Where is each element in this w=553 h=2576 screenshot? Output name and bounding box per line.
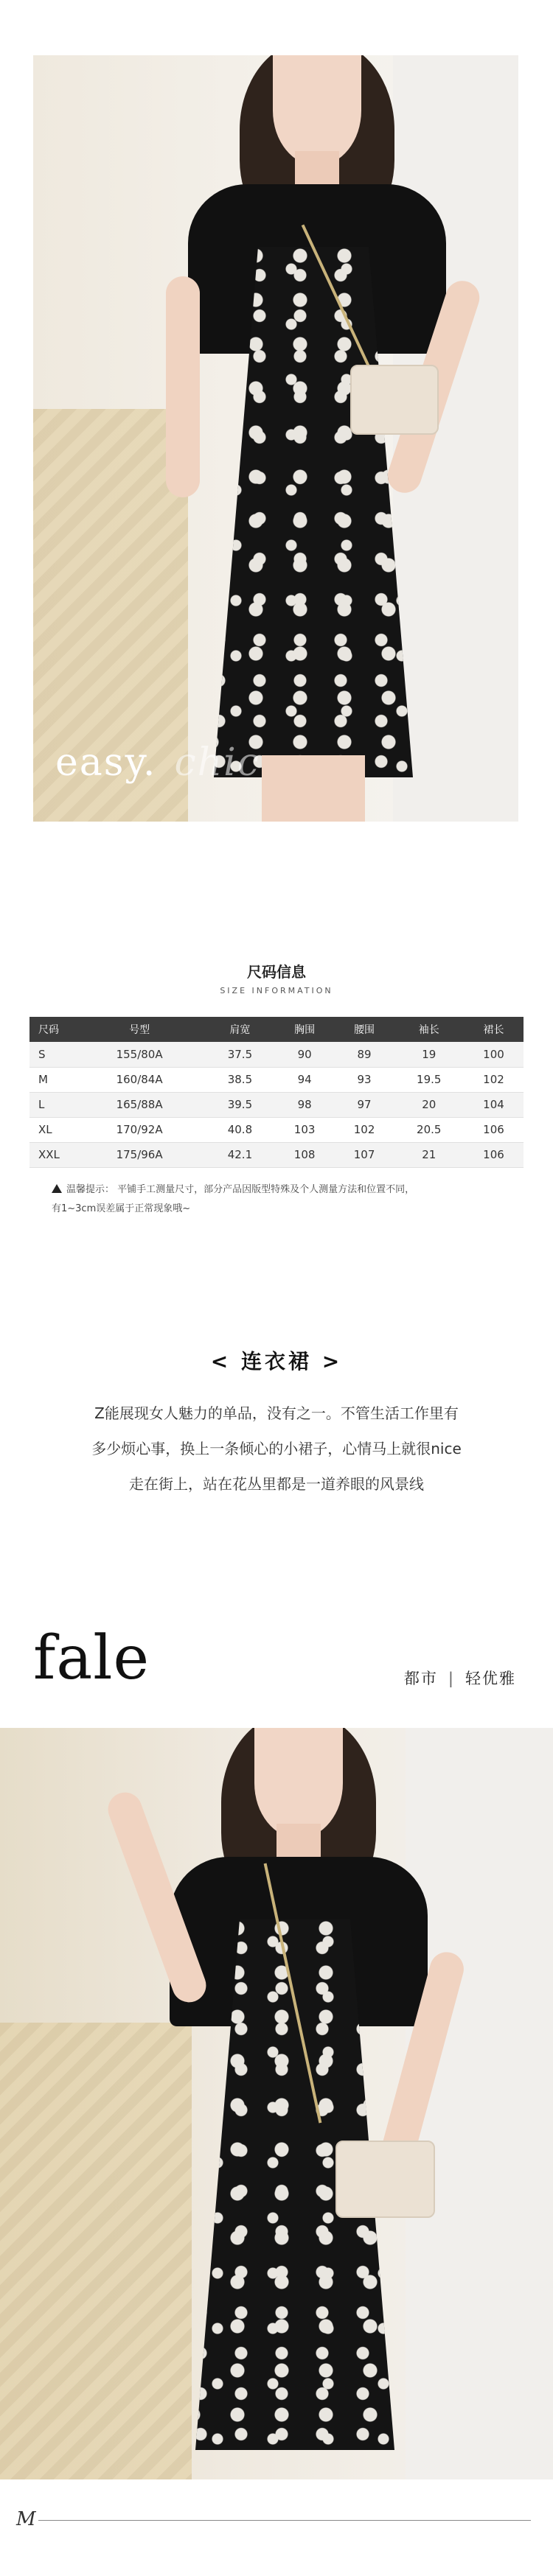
table-cell: 104 (464, 1092, 524, 1117)
table-cell: 98 (275, 1092, 335, 1117)
model-figure (151, 55, 461, 822)
table-cell: 97 (335, 1092, 394, 1117)
tagline-separator: | (448, 1670, 455, 1687)
header-cell: 号型 (74, 1017, 205, 1042)
brand-tagline (404, 1667, 516, 1689)
table-cell: 160/84A (74, 1067, 205, 1092)
footer-logo: M (16, 2508, 36, 2530)
table-row (29, 1142, 524, 1167)
table-cell: 103 (275, 1117, 335, 1142)
size-info-title: 尺码信息 (247, 963, 306, 981)
table-cell: 89 (335, 1042, 394, 1067)
table-cell: XXL (29, 1142, 74, 1167)
header-cell: 肩宽 (205, 1017, 274, 1042)
table-cell: 106 (464, 1142, 524, 1167)
handbag (335, 2141, 435, 2218)
header-cell: 胸围 (275, 1017, 335, 1042)
table-cell: 165/88A (74, 1092, 205, 1117)
table-row (29, 1067, 524, 1092)
table-row (29, 1092, 524, 1117)
tagline-item: 都市 (403, 1670, 438, 1687)
table-cell: 102 (335, 1117, 394, 1142)
warning-icon (52, 1184, 62, 1193)
footer-divider (38, 2520, 531, 2521)
table-cell: 38.5 (205, 1067, 274, 1092)
table-row (29, 1117, 524, 1142)
table-cell: 107 (335, 1142, 394, 1167)
table-cell: 102 (464, 1067, 524, 1092)
table-cell: 21 (394, 1142, 464, 1167)
table-cell: L (29, 1092, 74, 1117)
table-cell: 20.5 (394, 1117, 464, 1142)
model-figure (133, 1728, 442, 2479)
product-photo-1 (33, 55, 518, 822)
table-cell: 40.8 (205, 1117, 274, 1142)
size-table (29, 1017, 524, 1168)
table-cell: 90 (275, 1042, 335, 1067)
photo-overlay-text: easy. chic (55, 741, 260, 785)
header-cell: 尺码 (29, 1017, 74, 1042)
table-cell: XL (29, 1117, 74, 1142)
table-cell: 108 (275, 1142, 335, 1167)
table-cell: S (29, 1042, 74, 1067)
table-cell: 170/92A (74, 1117, 205, 1142)
table-cell: 20 (394, 1092, 464, 1117)
table-cell: 106 (464, 1117, 524, 1142)
brand-logo: fale (33, 1623, 150, 1693)
size-table-header (29, 1017, 524, 1042)
table-row (29, 1042, 524, 1067)
table-cell: 39.5 (205, 1092, 274, 1117)
note-line-2: 有1~3cm误差属于正常现象哦~ (52, 1203, 191, 1214)
table-cell: M (29, 1067, 74, 1092)
table-cell: 175/96A (74, 1142, 205, 1167)
table-cell: 155/80A (74, 1042, 205, 1067)
dress-section-heading: < 连衣裙 > (210, 1349, 343, 1373)
size-info-subtitle: SIZE INFORMATION (220, 986, 333, 995)
header-cell: 袖长 (394, 1017, 464, 1042)
dress-description-line-1: Z能展现女人魅力的单品，没有之一。不管生活工作里有 (94, 1404, 459, 1422)
table-cell: 100 (464, 1042, 524, 1067)
table-cell: 94 (275, 1067, 335, 1092)
dress-description-line-3: 走在街上，站在花丛里都是一道养眼的风景线 (129, 1475, 424, 1493)
table-cell: 37.5 (205, 1042, 274, 1067)
handbag (350, 365, 439, 435)
table-cell: 19 (394, 1042, 464, 1067)
note-line-1: 温馨提示： 平铺手工测量尺寸，部分产品因版型特殊及个人测量方法和位置不同， (66, 1184, 415, 1195)
header-cell: 裙长 (464, 1017, 524, 1042)
dress-description-line-2: 多少烦心事，换上一条倾心的小裙子，心情马上就很nice (91, 1440, 462, 1457)
table-cell: 19.5 (394, 1067, 464, 1092)
header-cell: 腰围 (335, 1017, 394, 1042)
product-photo-2 (0, 1728, 553, 2479)
table-cell: 93 (335, 1067, 394, 1092)
tagline-item: 轻优雅 (465, 1670, 516, 1687)
measurement-note (52, 1180, 509, 1219)
table-cell: 42.1 (205, 1142, 274, 1167)
